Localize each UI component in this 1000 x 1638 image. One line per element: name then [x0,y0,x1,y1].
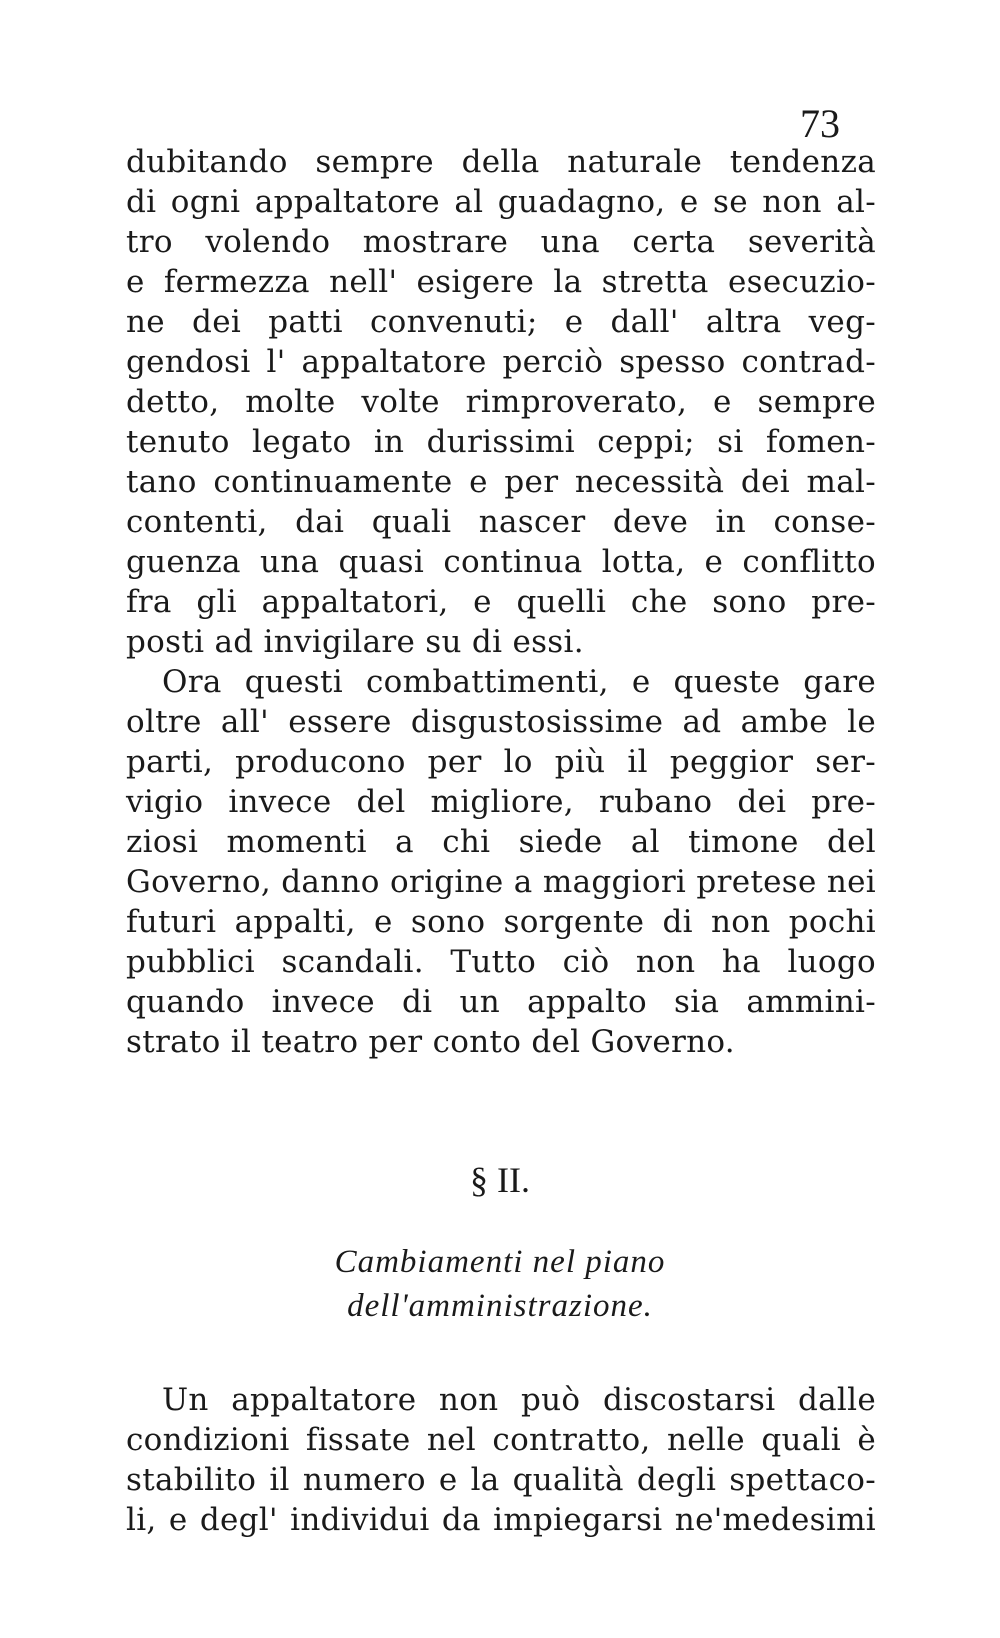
text-line: oltre all' essere disgustosissime ad ambe le [126,704,876,740]
text-line: contenti, dai quali nascer deve in conse- [126,504,876,540]
text-line: Governo, danno origine a maggiori pretese nei [126,864,876,900]
text-line: tenuto legato in durissimi ceppi; si fomen- [126,424,876,460]
text-line: li, e degl' individui da impiegarsi ne'medesimi [126,1502,876,1538]
text-line: gendosi l' appaltatore perciò spesso contrad- [126,344,876,380]
text-line: quando invece di un appalto sia ammini- [126,984,876,1020]
text-line: vigio invece del migliore, rubano dei pre- [126,784,876,820]
text-line: futuri appalti, e sono sorgente di non pochi [126,904,876,940]
text-line: pubblici scandali. Tutto ciò non ha luogo [126,944,876,980]
text-line: Un appaltatore non può discostarsi dalle [162,1382,876,1418]
text-line: di ogni appaltatore al guadagno, e se non al- [126,184,876,220]
text-line: condizioni fissate nel contratto, nelle quali è [126,1422,876,1458]
text-line: stabilito il numero e la qualità degli spettaco- [126,1462,876,1498]
text-line: detto, molte volte rimproverato, e sempre [126,384,876,420]
text-line: ziosi momenti a chi siede al timone del [126,824,876,860]
text-line: Ora questi combattimenti, e queste gare [162,664,876,700]
text-line: dubitando sempre della naturale tendenza [126,144,876,180]
text-line: guenza una quasi continua lotta, e conflitto [126,544,876,580]
text-line: strato il teatro per conto del Governo. [126,1024,735,1060]
section-heading: § II. [470,1160,530,1200]
section-title-line: dell'amministrazione. [347,1288,653,1324]
text-line: fra gli appaltatori, e quelli che sono pre- [126,584,876,620]
text-line: tano continuamente e per necessità dei mal- [126,464,876,500]
text-line: parti, producono per lo più il peggior ser- [126,744,876,780]
text-line: e fermezza nell' esigere la stretta esecuzio- [126,264,876,300]
page-number: 73 [800,101,840,146]
text-line: ne dei patti convenuti; e dall' altra veg- [126,304,876,340]
section-title-line: Cambiamenti nel piano [334,1244,666,1280]
text-line: tro volendo mostrare una certa severità [126,224,876,260]
text-line: posti ad invigilare su di essi. [126,624,584,660]
